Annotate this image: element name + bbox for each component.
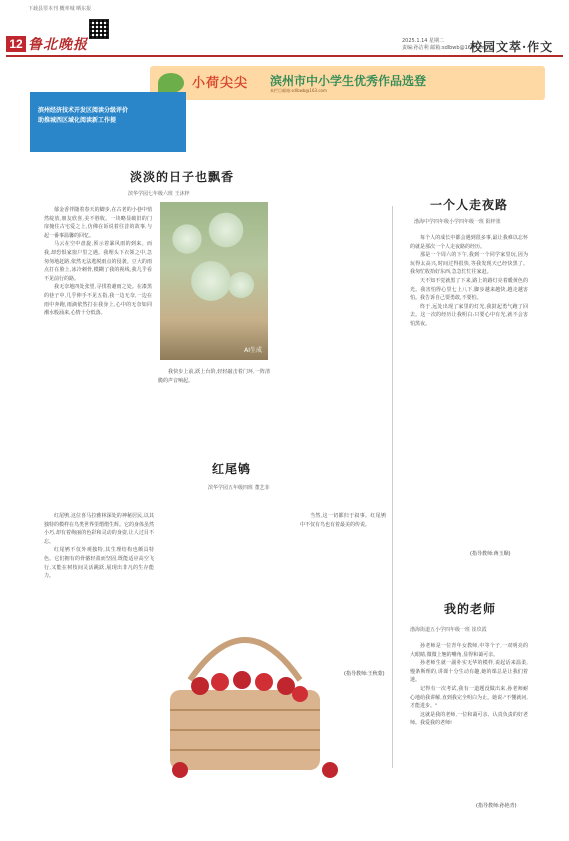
article-1-paragraph: 郁金香伴随着春天的脚步,在古老的小巷中悄然绽放,朋友欣喜,美不胜收。一块略显破旧的门扉掩住古宅爱之上,仿佛在诉说着往昔的故事,与起一番事温馨的回忆。 bbox=[44, 207, 152, 239]
promo-panel bbox=[30, 92, 186, 152]
article-2-signature: (指导教师:王秋蒙) bbox=[344, 671, 385, 677]
article-4-title: 我的老师 bbox=[444, 602, 497, 616]
promo-line-2: 助推城西区域化阅读新工作提 bbox=[38, 117, 117, 124]
page-number: 12 bbox=[6, 36, 26, 52]
editor-line: 责编:孙洁利 邮箱:sdlbwb@163.com bbox=[402, 45, 487, 51]
article-2-byline: 滨华学园五年级四班 董艺菲 bbox=[208, 485, 270, 491]
column-divider bbox=[392, 208, 393, 768]
article-4-signature: (指导教师:孙艳青) bbox=[476, 803, 517, 809]
ai-generated-tag: AI生成 bbox=[244, 347, 262, 354]
article-2-title: 红尾鸲 bbox=[212, 462, 252, 476]
article-4-paragraph: 记得有一次考试,我有一道题没做出来,孙老师耐心地给我讲解,直到我完全明白为止。她说:"不懂就问,才能进步。" bbox=[410, 685, 528, 710]
section-title: 校园文萃·作文 bbox=[470, 40, 554, 54]
banner-subtitle: 滨州市中小学生优秀作品选登 bbox=[270, 74, 427, 88]
page-header bbox=[0, 0, 569, 58]
article-1-byline: 滨华学园七年级六班 王沐梓 bbox=[128, 191, 190, 197]
article-4-paragraph: 孙老师是一位青年女教师,中等个子,一双明亮的大眼睛,微微上翘的嘴角,显得和蔼可亲。 bbox=[410, 643, 528, 658]
article-1-col-2 bbox=[158, 368, 270, 460]
article-4-paragraph: 这就是我的老师,一位和蔼可亲、认真负责的好老师。我爱我的老师! bbox=[410, 711, 528, 727]
article-3-title: 一个人走夜路 bbox=[430, 198, 509, 212]
article-3-byline: 渤海中学四年级小学四年级一班 阳梓墨 bbox=[414, 219, 501, 225]
article-3-body bbox=[410, 234, 528, 524]
lotus-leaf-icon bbox=[158, 73, 184, 93]
flower-blossom bbox=[206, 210, 246, 250]
article-3-signature: (指导教师:蒋玉顺) bbox=[470, 551, 511, 557]
issue-date: 2025.1.14 星期二 bbox=[402, 38, 445, 44]
paper-name: 鲁北晚报 bbox=[28, 37, 88, 53]
article-1-paragraph: 我快步上前,跃上台阶,轻轻敲击着门环,一阵清脆的声音响起。 bbox=[158, 369, 270, 384]
article-3-paragraph: 天不知不觉就黑了下来,路上的路灯亮着暖黄色的光。我害怕得心里七上八下,脚步越来越快,越走越害怕。我告诉自己要勇敢,不要怕。 bbox=[410, 277, 528, 302]
qr-code-icon bbox=[89, 19, 109, 39]
article-4-byline: 渤海街道五小学四年级一班 崔玖霞 bbox=[410, 627, 487, 633]
article-4-paragraph: 孙老师生就一副朴实无华的模样,说起话来温柔,慢条斯理的,讲课十分生动有趣,她的课总是让我们着迷。 bbox=[410, 660, 528, 684]
article-1-title: 淡淡的日子也飘香 bbox=[130, 170, 235, 184]
flower-blossom bbox=[226, 270, 256, 300]
article-1-paragraph: 马云在空中盘旋,预示着暴风雨的到来。而我,却恐惧家窗户里之遇。我埋头下衣领之中,急匆匆地赶路,依然无法逃脱雨点的侵袭。豆大的雨点打在脸上,冰冷刺骨,模糊了我的视线,我几乎看不见前行的路。 bbox=[44, 241, 152, 282]
flower-illustration bbox=[160, 202, 268, 360]
article-2-col-1 bbox=[44, 512, 154, 726]
article-2-paragraph: 红尾鸲不仅外观独特,其生理结构也颇具特色。它们拥有的骨骼轻盈而坚固,既能适应高空飞行,又能在树枝间灵活跳跃,展现出非凡的生存能力。 bbox=[44, 547, 154, 580]
promo-line-1: 滨州经济技术开发区阅读分级评价 bbox=[38, 107, 129, 114]
promo-text bbox=[38, 106, 128, 126]
article-3-paragraph: 每个人的成长中都会遇到很多事,最让我难以忘怀的就是那次一个人走夜路的经历。 bbox=[410, 235, 528, 250]
banner-title: 小荷尖尖 bbox=[192, 76, 249, 91]
header-badge: 下载县票本刊 概率城 晒东报 bbox=[28, 6, 92, 12]
article-1-paragraph: 我无奈地四处张望,寻找着避雨之处。在漆黑的巷子中,几乎伸手不见五指,我一边无奈,一边在雨中奔跑,雨滴依然打在我身上,心中的无奈如同潮水般涌来,心情十分低落。 bbox=[44, 284, 152, 317]
banner-info: 本栏目邮箱:sdlbwb@163.com bbox=[270, 88, 327, 93]
article-3-paragraph: 终于,远处出现了家里的灯光,我鼓起勇气跑了回去。这一次的经历让我明白:只要心中有光,就不会害怕黑夜。 bbox=[410, 303, 528, 327]
flower-blossom bbox=[170, 222, 204, 256]
article-2-paragraph: 当然,这一切都归于叙事。红尾鸲中不仅有鸟也有着最美的传说。 bbox=[300, 513, 386, 528]
column-banner bbox=[150, 66, 545, 100]
cherry-basket-illustration bbox=[150, 620, 340, 780]
article-4-body bbox=[410, 642, 528, 792]
article-1-col-1 bbox=[44, 206, 152, 442]
article-2-paragraph: 红尾鸲,这位喜马拉雅林深处的神秘居民,以其独特的模样在鸟类世界里熠熠生辉。它的身体虽然小巧,却有着绚丽的色彩和灵动的身姿,让人过目不忘。 bbox=[44, 513, 154, 545]
article-3-paragraph: 那是一个周六的下午,我到一个同学家里玩,因为玩得太高兴,时间过得很快,等我发现天已经快黑了。我匆忙收拾好东西,急急忙忙往家赶。 bbox=[410, 252, 528, 276]
header-divider bbox=[6, 55, 563, 57]
